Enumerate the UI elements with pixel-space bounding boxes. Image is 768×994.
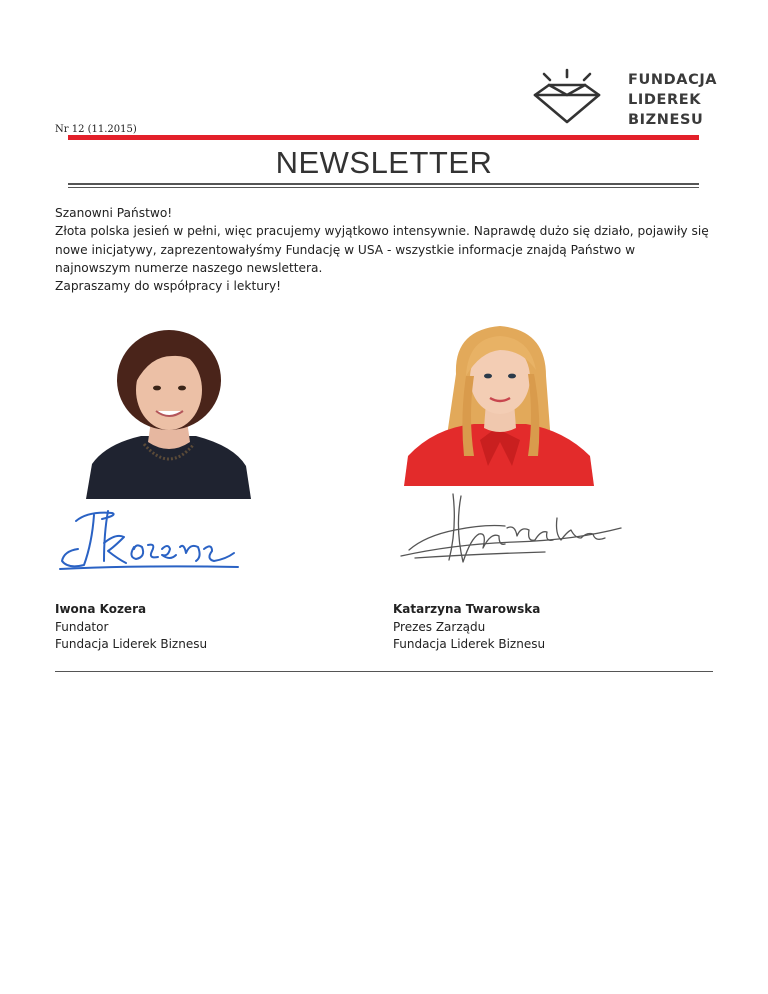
logo-line-3: BIZNESU <box>628 112 704 128</box>
logo-line-1: FUNDACJA <box>628 72 718 88</box>
logo-wordmark <box>628 70 717 130</box>
invitation: Zapraszamy do współpracy i lektury! <box>55 279 282 294</box>
portrait-photo-kozera <box>86 314 251 499</box>
intro-paragraph: Złota polska jesień w pełni, więc pracujemy wyjątkowo intensywnie. Naprawdę dużo się działo, pojawiły się nowe inicjatywy, zaprezentowałyśmy Fundację w USA - wszystkie informacje znajdą Państwo w najnowszym numerze naszego newslettera. <box>55 224 709 275</box>
signatory-kozera <box>55 601 207 654</box>
signatory-role: Fundator <box>55 619 109 634</box>
diamond-logo-icon <box>527 68 607 128</box>
signatory-name: Iwona Kozera <box>55 602 147 616</box>
bottom-divider <box>55 671 713 672</box>
page-title: NEWSLETTER <box>275 145 493 180</box>
issue-number: Nr 12 (11.2015) <box>55 124 137 135</box>
foundation-logo <box>527 62 717 130</box>
signature-twarowska <box>395 488 625 573</box>
portrait-photo-twarowska <box>404 316 594 486</box>
signatory-organization: Fundacja Liderek Biznesu <box>55 637 208 651</box>
signatory-role: Prezes Zarządu <box>393 619 486 634</box>
signatory-name: Katarzyna Twarowska <box>393 602 541 616</box>
red-divider <box>68 135 699 140</box>
signature-kozera <box>54 503 244 573</box>
greeting: Szanowni Państwo! <box>55 206 173 220</box>
signatory-twarowska <box>393 601 545 654</box>
signatory-organization: Fundacja Liderek Biznesu <box>393 637 546 651</box>
logo-line-2: LIDEREK <box>628 92 702 108</box>
intro-text <box>55 204 710 295</box>
title-divider <box>68 183 699 188</box>
